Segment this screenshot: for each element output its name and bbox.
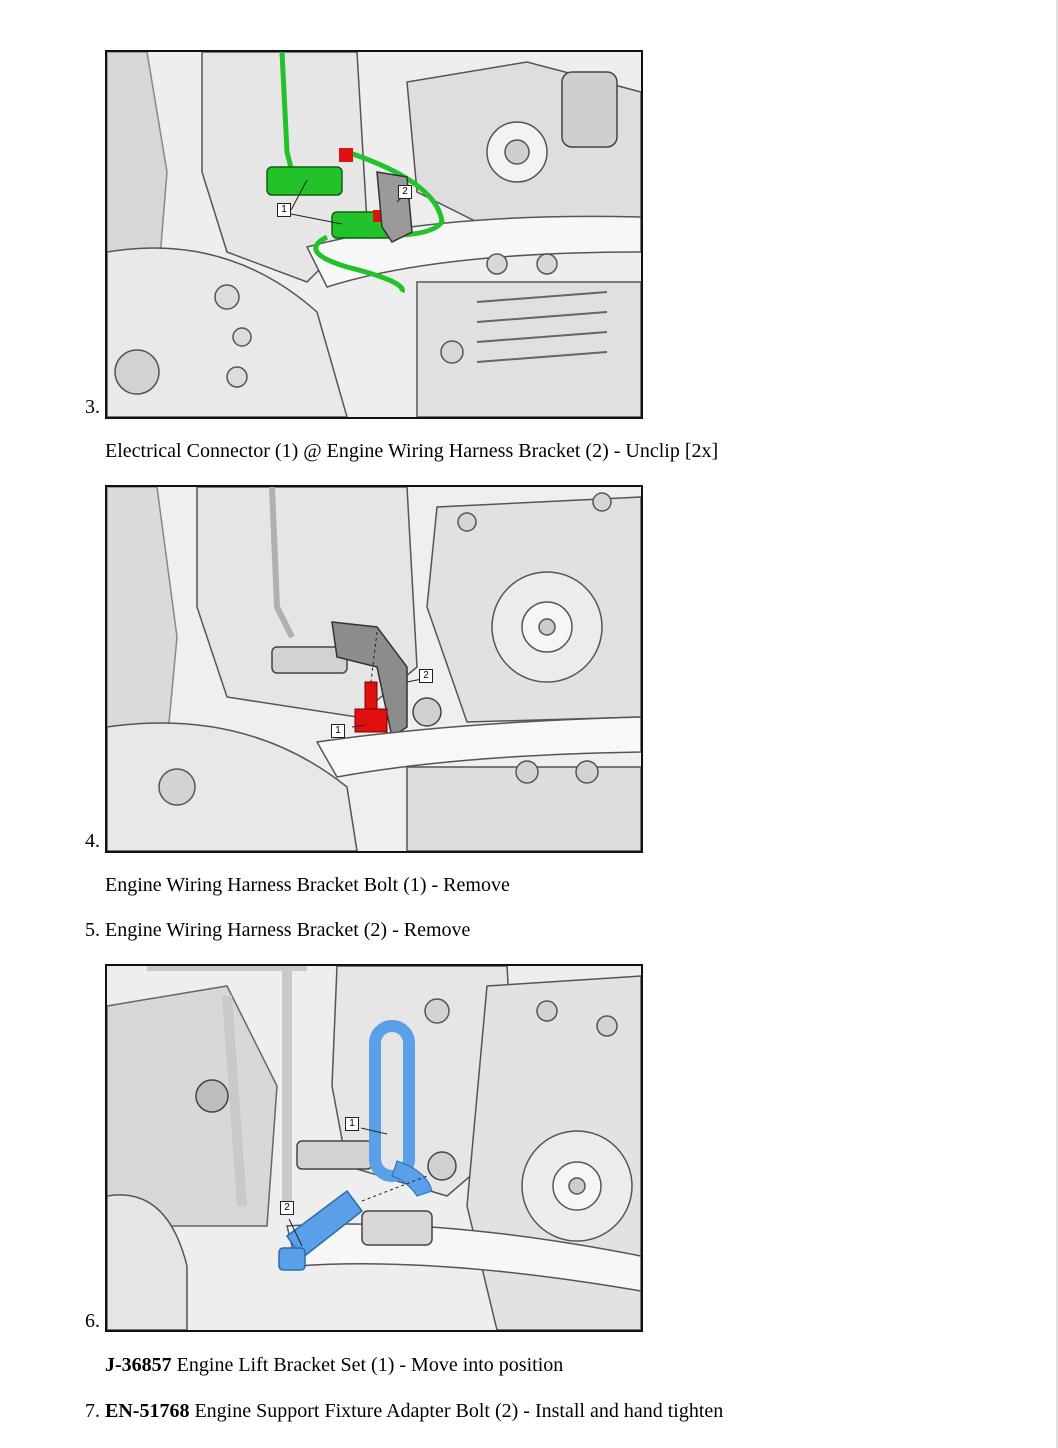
step-6-illustration [105,964,643,1332]
callout-2: 2 [419,669,433,683]
callout-2: 2 [398,185,412,199]
step-caption-text: Engine Lift Bracket Set (1) - Move into position [171,1354,564,1376]
step-number: 5. [85,919,100,941]
step-3-illustration [105,50,643,419]
tool-number: J-36857 [105,1354,172,1376]
step-caption: Engine Wiring Harness Bracket (2) - Remove [105,919,471,941]
callout-2: 2 [280,1201,294,1215]
step-number: 4. [85,830,100,852]
step-caption: Engine Wiring Harness Bracket Bolt (1) - Remove [105,874,510,896]
step-caption: Electrical Connector (1) @ Engine Wiring Harness Bracket (2) - Unclip [2x] [105,440,719,462]
step-caption [105,1399,723,1423]
step-caption [105,1353,563,1377]
step-number: 6. [85,1310,100,1332]
step-caption-text: Engine Support Fixture Adapter Bolt (2) - Install and hand tighten [189,1400,724,1422]
callout-1: 1 [345,1117,359,1131]
callout-1: 1 [331,724,345,738]
step-number: 7. [85,1400,100,1422]
step-4-illustration [105,485,643,853]
tool-number: EN-51768 [105,1400,190,1422]
callout-1: 1 [277,203,291,217]
step-number: 3. [85,396,100,418]
